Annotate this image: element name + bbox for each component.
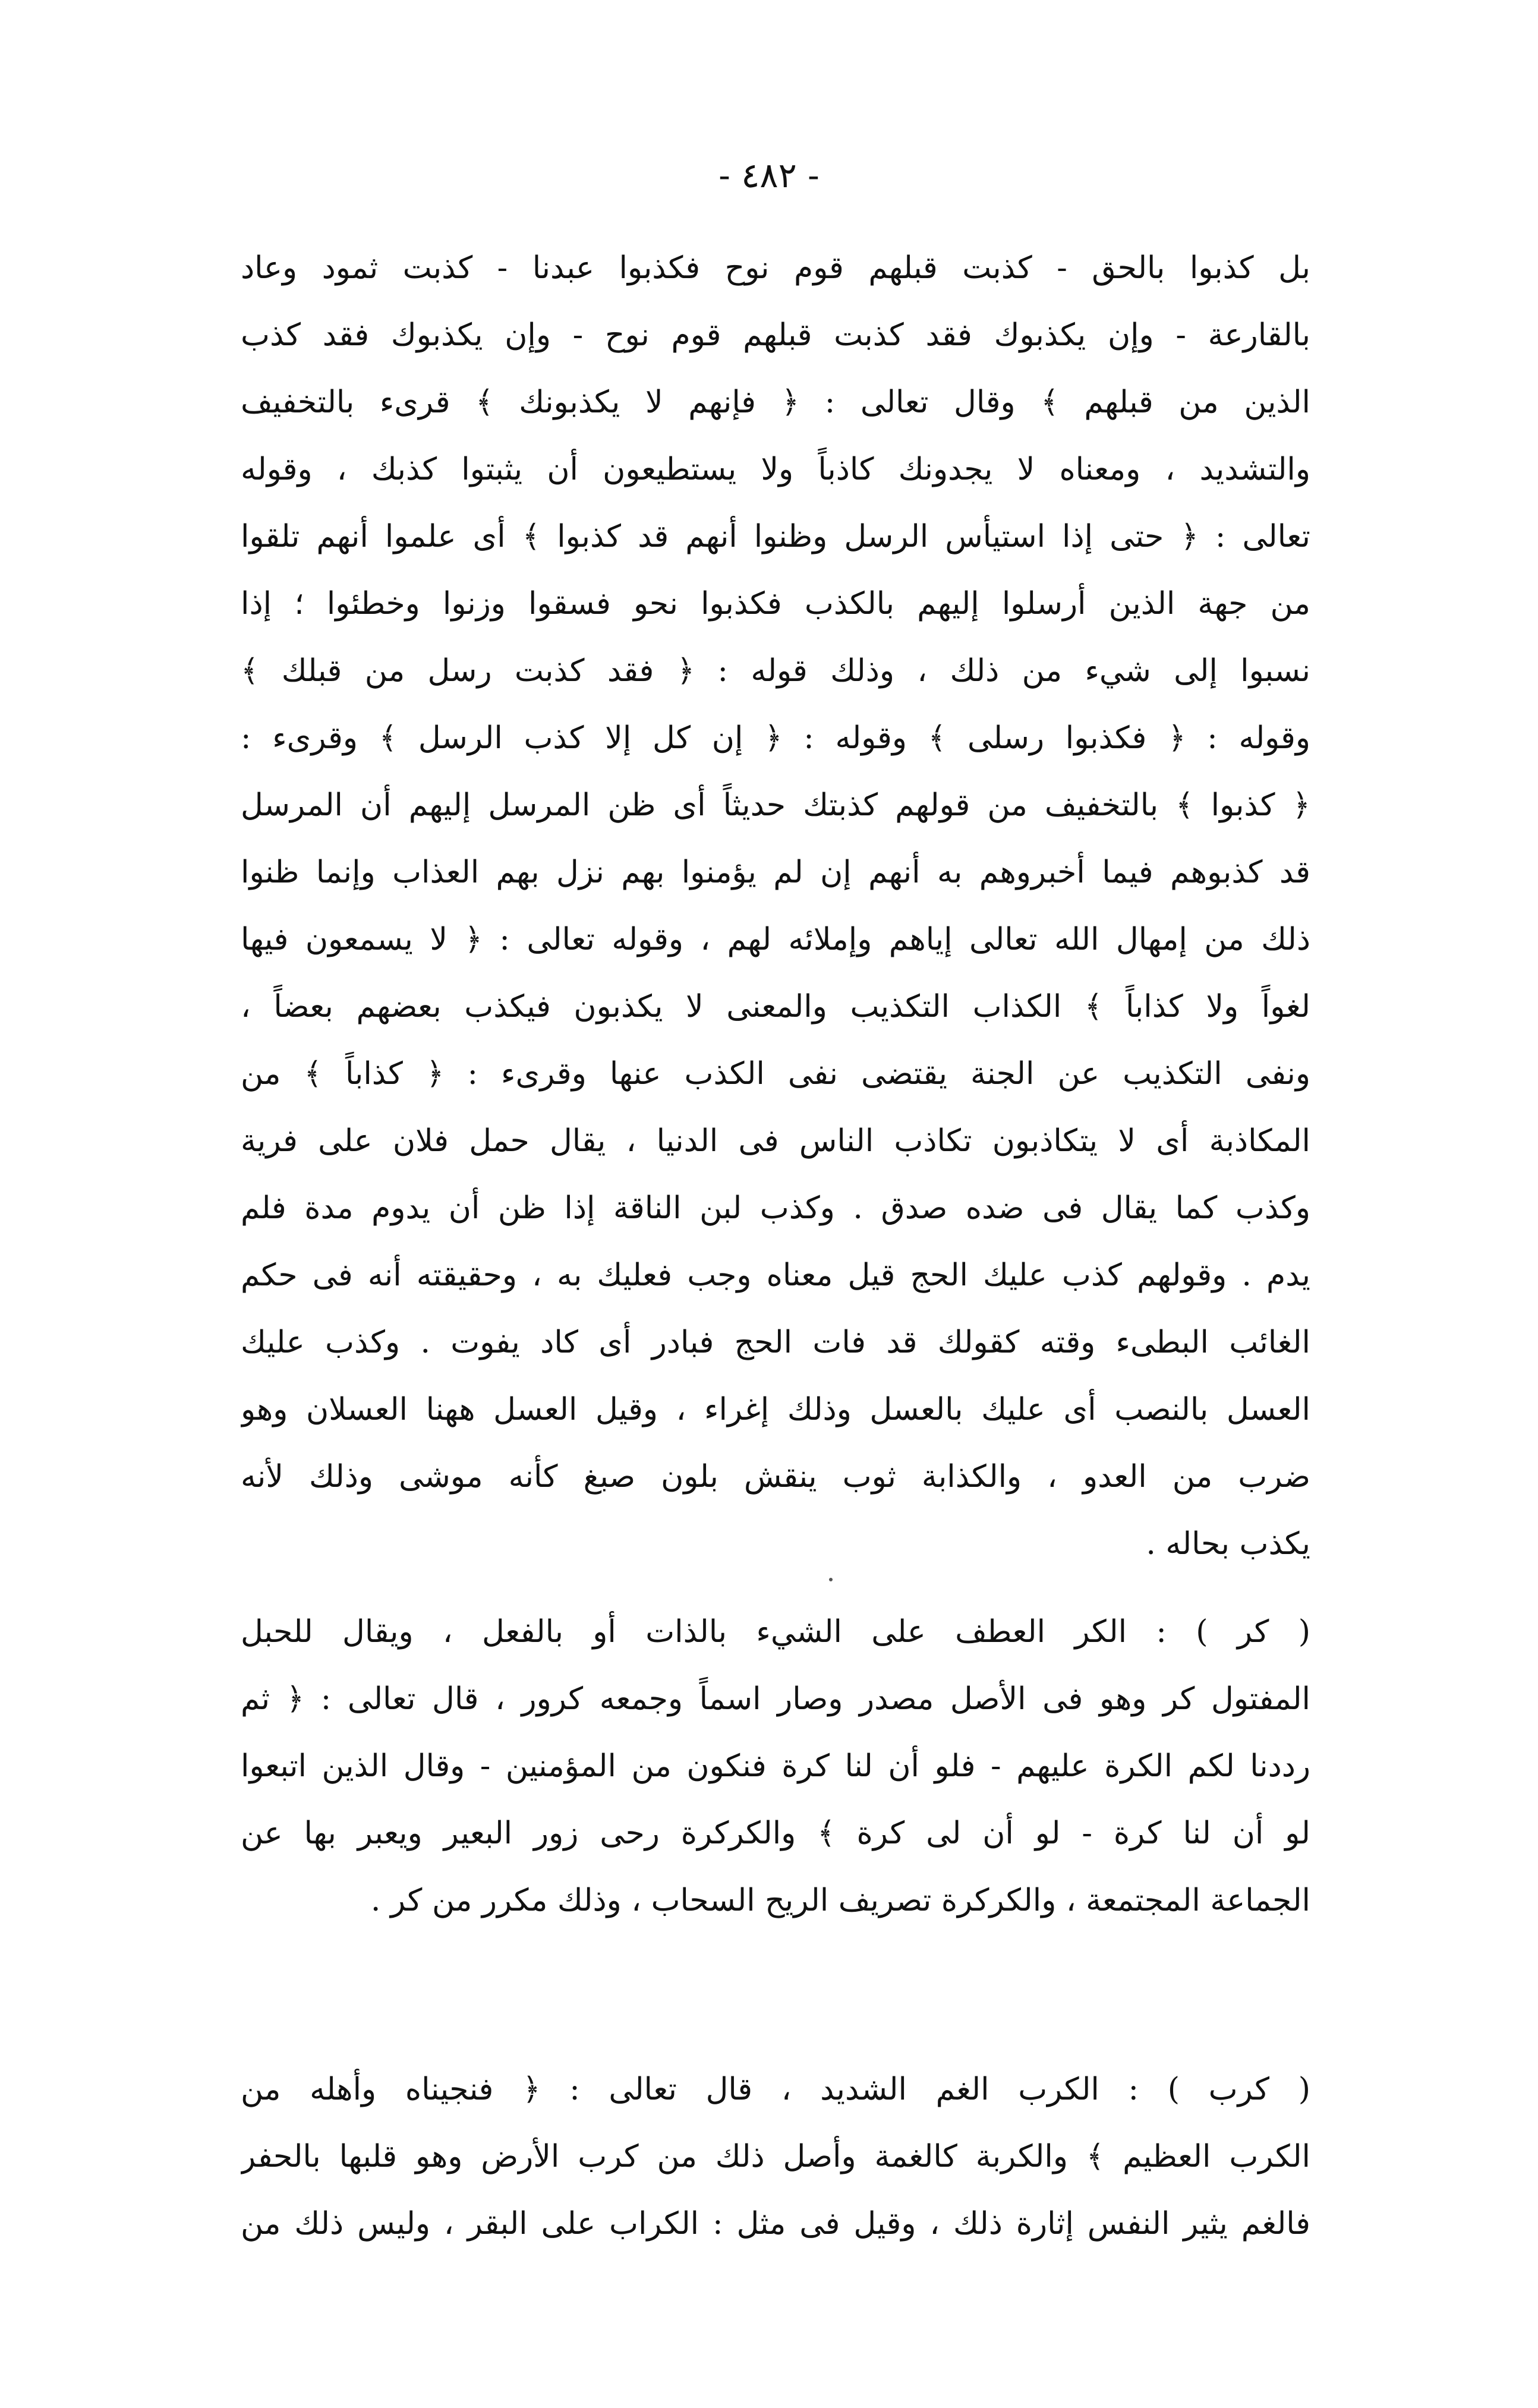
text-line: قد كذبوهم فيما أخبروهم به أنهم إن لم يؤمنوا بهم نزل بهم العذاب وإنما ظنوا [241, 855, 1310, 890]
text-line: لو أن لنا كرة - لو أن لى كرة ﴾ والكركرة رحى زور البعير ويعبر بها عن [241, 1816, 1310, 1851]
text-line: وقوله : ﴿ فكذبوا رسلى ﴾ وقوله : ﴿ إن كل إلا كذب الرسل ﴾ وقرىء : [241, 720, 1310, 756]
text-line: ( كر ) : الكر العطف على الشيء بالذات أو بالفعل ، ويقال للحبل [241, 1614, 1310, 1650]
text-line: يكذب بحاله . [1146, 1526, 1310, 1562]
text-line: بل كذبوا بالحق - كذبت قبلهم قوم نوح فكذبوا عبدنا - كذبت ثمود وعاد [241, 250, 1310, 286]
text-line: الكرب العظيم ﴾ والكربة كالغمة وأصل ذلك من كرب الأرض وهو قلبها بالحفر [241, 2139, 1310, 2174]
text-line: والتشديد ، ومعناه لا يجدونك كاذباً ولا يستطيعون أن يثبتوا كذبك ، وقوله [241, 452, 1310, 487]
text-line: المفتول كر وهو فى الأصل مصدر وصار اسماً وجمعه كرور ، قال تعالى : ﴿ ثم [241, 1681, 1310, 1717]
paragraph-kadhab [241, 235, 1310, 1578]
text-line: يدم . وقولهم كذب عليك الحج قيل معناه وجب فعليك به ، وحقيقته أنه فى حكم [241, 1257, 1310, 1293]
text-line: المكاذبة أى لا يتكاذبون تكاذب الناس فى الدنيا ، يقال حمل فلان على فرية [241, 1123, 1310, 1159]
paragraph-karb [241, 2056, 1310, 2258]
text-line: بالقارعة - وإن يكذبوك فقد كذبت قبلهم قوم نوح - وإن يكذبوك فقد كذب [241, 317, 1310, 353]
text-line: ﴿ كذبوا ﴾ بالتخفيف من قولهم كذبتك حديثاً أى ظن المرسل إليهم أن المرسل [241, 787, 1310, 823]
text-line: الجماعة المجتمعة ، والكركرة تصريف الريح السحاب ، وذلك مكرر من كر . [370, 1883, 1310, 1918]
text-line: العسل بالنصب أى عليك بالعسل وذلك إغراء ، وقيل العسل ههنا العسلان وهو [241, 1392, 1310, 1427]
text-line: ذلك من إمهال الله تعالى إياهم وإملائه لهم ، وقوله تعالى : ﴿ لا يسمعون فيها [241, 922, 1310, 957]
text-line: نسبوا إلى شيء من ذلك ، وذلك قوله : ﴿ فقد كذبت رسل من قبلك ﴾ [241, 653, 1310, 689]
text-line: وكذب كما يقال فى ضده صدق . وكذب لبن الناقة إذا ظن أن يدوم مدة فلم [241, 1190, 1310, 1226]
scan-speck [829, 1578, 833, 1581]
text-line: ( كرب ) : الكرب الغم الشديد ، قال تعالى : ﴿ فنجيناه وأهله من [241, 2072, 1310, 2107]
text-line: من جهة الذين أرسلوا إليهم بالكذب فكذبوا نحو فسقوا وزنوا وخطئوا ؛ إذا [241, 586, 1310, 622]
text-line: تعالى : ﴿ حتى إذا استيأس الرسل وظنوا أنهم قد كذبوا ﴾ أى علموا أنهم تلقوا [241, 519, 1310, 554]
text-line: ونفى التكذيب عن الجنة يقتضى نفى الكذب عنها وقرىء : ﴿ كذاباً ﴾ من [241, 1056, 1310, 1092]
paragraph-karr [241, 1599, 1310, 1934]
text-line: الغائب البطىء وقته كقولك قد فات الحج فبادر أى كاد يفوت . وكذب عليك [241, 1325, 1310, 1360]
text-line: لغواً ولا كذاباً ﴾ الكذاب التكذيب والمعنى لا يكذبون فيكذب بعضهم بعضاً ، [241, 989, 1310, 1025]
text-line: الذين من قبلهم ﴾ وقال تعالى : ﴿ فإنهم لا يكذبونك ﴾ قرىء بالتخفيف [241, 384, 1310, 420]
page-number: - ٤٨٢ - [718, 155, 820, 196]
text-line: رددنا لكم الكرة عليهم - فلو أن لنا كرة فنكون من المؤمنين - وقال الذين اتبعوا [241, 1748, 1310, 1784]
text-line: ضرب من العدو ، والكذابة ثوب ينقش بلون صبغ كأنه موشى وذلك لأنه [241, 1459, 1310, 1495]
text-line: فالغم يثير النفس إثارة ذلك ، وقيل فى مثل : الكراب على البقر ، وليس ذلك من [241, 2206, 1310, 2242]
